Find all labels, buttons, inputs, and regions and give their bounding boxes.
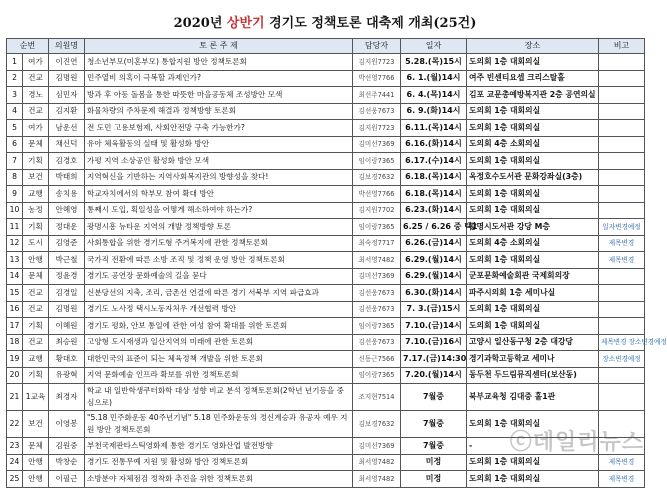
cell-topic: "5.18 민주화운동 40주년기념" 5.18 민주화운동의 정신계승과 유공자 예우 지원 방안 정책토론회 [85, 411, 353, 438]
cell-place: 도의회 1층 대회의실 [467, 411, 599, 438]
cell-member-name: 유광혁 [49, 367, 85, 384]
table-row [7, 471, 645, 488]
cell-member-name: 남운선 [49, 120, 85, 137]
cell-topic: 국가직 전환에 따른 소방 조직 및 정책 운영 방안 정책토론회 [85, 252, 353, 269]
cell-committee: 기획 [23, 367, 49, 384]
cell-member-name: 박근철 [49, 252, 85, 269]
cell-member-name: 박태희 [49, 169, 85, 186]
cell-topic: 경기도 전통무예 지원 및 활성화 방안 정책토론회 [85, 454, 353, 471]
cell-date: 6.18.(목)14시 [401, 169, 467, 186]
cell-place: 도의회 1층 대회의실 [467, 153, 599, 170]
cell-date: 6.29.(월)14시 [401, 268, 467, 285]
cell-note [599, 202, 645, 219]
cell-committee: 문체 [23, 268, 49, 285]
cell-member-name: 최경자 [49, 384, 85, 411]
cell-member-name: 채신덕 [49, 136, 85, 153]
cell-topic: 청소년부모(미혼부모) 통합지원 방안 정책토론회 [85, 54, 353, 71]
cell-contact: 신동근7566 [353, 351, 401, 368]
cell-contact: 최선주7441 [353, 87, 401, 104]
title-suffix: 경기도 정책토론 대축제 개최(25건) [264, 16, 477, 31]
cell-topic: 통째시 도입, 획일성을 어떻게 해소하여야 하는가? [85, 202, 353, 219]
table-row [7, 235, 645, 252]
cell-committee: 경노 [23, 87, 49, 104]
cell-topic: 대한민국의 표준이 되는 체육정책 개발을 위한 토론회 [85, 351, 353, 368]
cell-committee: 건교 [23, 103, 49, 120]
cell-date: 6.16.(화)14시 [401, 136, 467, 153]
table-row [7, 438, 645, 455]
cell-place: 여주 빈센티요셉 크리스탈홀 [467, 70, 599, 87]
cell-note [599, 169, 645, 186]
cell-committee: 교행 [23, 186, 49, 203]
cell-member-name: 정윤경 [49, 268, 85, 285]
cell-row-number: 18 [7, 334, 23, 351]
cell-member-name: 심민자 [49, 87, 85, 104]
table-row [7, 87, 645, 104]
cell-row-number: 8 [7, 169, 23, 186]
cell-row-number: 12 [7, 235, 23, 252]
cell-member-name: 박창순 [49, 454, 85, 471]
cell-place: - [467, 438, 599, 455]
cell-note: 장소변경예정 [599, 351, 645, 368]
cell-topic: 부천국제판타스틱영화제 통한 경기도 영화산업 발전방향 [85, 438, 353, 455]
cell-member-name: 이영봉 [49, 411, 85, 438]
cell-topic: 경기도 평화, 안보 통일에 관한 여성 참여 확대를 위한 토론회 [85, 318, 353, 335]
cell-row-number: 17 [7, 318, 23, 335]
cell-note: 제목변경 장소변경예정 [599, 334, 645, 351]
cell-contact: 김지원7723 [353, 54, 401, 71]
table-row [7, 186, 645, 203]
cell-contact: 최서영7482 [353, 252, 401, 269]
cell-committee: 여가 [23, 120, 49, 137]
cell-row-number: 22 [7, 411, 23, 438]
cell-contact: 김보경7632 [353, 411, 401, 438]
cell-note [599, 87, 645, 104]
cell-place: 도의회 1층 대회의실 [467, 318, 599, 335]
cell-place: 고양시 일산동구청 2층 대강당 [467, 334, 599, 351]
cell-committee: 문체 [23, 438, 49, 455]
cell-date: 6.11.(목)14시 [401, 120, 467, 137]
cell-date: 5.28.(목)15시 [401, 54, 467, 71]
table-row [7, 454, 645, 471]
cell-topic: 경기도 공연장 문화예술의 길을 묻다 [85, 268, 353, 285]
table-row [7, 54, 645, 71]
cell-place: 군포문화예술회관 국제회의장 [467, 268, 599, 285]
cell-row-number: 1 [7, 54, 23, 71]
cell-topic: 유아 체육활동의 실태 및 활성화 방안 [85, 136, 353, 153]
cell-contact: 김선웅7673 [353, 103, 401, 120]
cell-place: 도의회 1층 대회의실 [467, 202, 599, 219]
watermark: ⓒ데일리뉴스 [509, 430, 644, 455]
cell-contact: 최숙정7717 [353, 235, 401, 252]
cell-contact: 김지원7723 [353, 120, 401, 137]
cell-note [599, 301, 645, 318]
cell-committee: 기획 [23, 153, 49, 170]
cell-member-name: 이필근 [49, 471, 85, 488]
cell-row-number: 10 [7, 202, 23, 219]
table-row [7, 318, 645, 335]
cell-topic: 신분당선의 지축, 조리, 금촌선 연결에 따른 경기 서북부 지역 파급효과 [85, 285, 353, 302]
cell-topic: 학교 내 일반학생쿠터화학 대상 성향 비교 분석 정책토론회(2학년 년기등을 중심으로) [85, 384, 353, 411]
table-row [7, 334, 645, 351]
cell-place: 도의회 1층 대회의실 [467, 54, 599, 71]
table-row [7, 153, 645, 170]
cell-note: 제목변경 [599, 235, 645, 252]
cell-date: 6.23.(화)14시 [401, 202, 467, 219]
header-topic: 토 론 주 제 [85, 39, 353, 54]
table-row [7, 136, 645, 153]
cell-note: 제목변경 [599, 454, 645, 471]
cell-note [599, 70, 645, 87]
cell-contact: 김미선7369 [353, 438, 401, 455]
cell-date: 6.30.(화)14시 [401, 285, 467, 302]
cell-row-number: 11 [7, 219, 23, 236]
cell-date: 6. 9.(화)14시 [401, 103, 467, 120]
cell-contact: 임이랑7365 [353, 219, 401, 236]
cell-note [599, 120, 645, 137]
table-row [7, 169, 645, 186]
table-row [7, 351, 645, 368]
cell-date: 7월중 [401, 411, 467, 438]
header-name: 의원명 [49, 39, 85, 54]
cell-member-name: 김지환 [49, 103, 85, 120]
cell-date: 6. 1.(월)14시 [401, 70, 467, 87]
cell-member-name: 김명원 [49, 301, 85, 318]
cell-note [599, 54, 645, 71]
cell-committee: 안행 [23, 252, 49, 269]
cell-contact: 박선영7766 [353, 70, 401, 87]
cell-place: 도의회 1층 대회의실 [467, 103, 599, 120]
cell-place: 도의회 1층 대회의실 [467, 186, 599, 203]
cell-topic: 지역 문화예술 인프라 확보를 위한 정책토론회 [85, 367, 353, 384]
cell-note [599, 384, 645, 411]
cell-row-number: 5 [7, 120, 23, 137]
cell-row-number: 3 [7, 87, 23, 104]
title-highlight: 상반기 [226, 16, 265, 31]
cell-row-number: 7 [7, 153, 23, 170]
cell-note: 제목변경 [599, 471, 645, 488]
cell-note [599, 103, 645, 120]
cell-date: 7.17.(금)14:30 [401, 351, 467, 368]
cell-row-number: 6 [7, 136, 23, 153]
cell-member-name: 김경호 [49, 153, 85, 170]
cell-place: 옥정호수도서관 문화강좌실(3층) [467, 169, 599, 186]
cell-contact: 김선웅7673 [353, 301, 401, 318]
cell-row-number: 21 [7, 384, 23, 411]
cell-place: 광명시도서관 강당 M층 [467, 219, 599, 236]
cell-contact: 조지현7514 [353, 384, 401, 411]
cell-member-name: 정대운 [49, 219, 85, 236]
table-row [7, 384, 645, 411]
cell-topic: 학교자치에서의 학부모 참여 확대 방안 [85, 186, 353, 203]
table-row [7, 367, 645, 384]
cell-place: 파주시의회 1층 세미나실 [467, 285, 599, 302]
cell-place: 도의회 1층 대회의실 [467, 471, 599, 488]
cell-committee: 농정 [23, 202, 49, 219]
cell-row-number: 19 [7, 351, 23, 368]
table-row [7, 219, 645, 236]
table-row [7, 411, 645, 438]
cell-date: 6.18.(목)14시 [401, 186, 467, 203]
cell-note [599, 186, 645, 203]
cell-member-name: 이혜원 [49, 318, 85, 335]
cell-note [599, 268, 645, 285]
title-prefix: 2020년 [173, 16, 227, 31]
cell-committee: 보건 [23, 169, 49, 186]
cell-place: 도의회 1층 대회의실 [467, 454, 599, 471]
cell-contact: 최서영7482 [353, 454, 401, 471]
cell-member-name: 김영준 [49, 235, 85, 252]
cell-date: 7.10.(금)14시 [401, 318, 467, 335]
cell-date: 7.20.(월)14시 [401, 367, 467, 384]
cell-contact: 김미선7369 [353, 136, 401, 153]
cell-topic: 민주열비 의혹이 극복할 과제인가? [85, 70, 353, 87]
cell-topic: 전 도민 고용보험제, 사회안전망 구축 가능한가? [85, 120, 353, 137]
page-title [0, 12, 650, 31]
cell-committee: 1교육 [23, 384, 49, 411]
cell-topic: 화물차량의 주차문제 해결과 정책방향 토론회 [85, 103, 353, 120]
cell-committee: 교행 [23, 351, 49, 368]
cell-topic: 지역혁신을 기반하는 지역사회복지관의 방향성을 찾다! [85, 169, 353, 186]
table-row [7, 268, 645, 285]
table-row [7, 202, 645, 219]
cell-row-number: 20 [7, 367, 23, 384]
cell-member-name: 김원중 [49, 438, 85, 455]
cell-row-number: 23 [7, 438, 23, 455]
cell-topic: 사회통합을 위한 경기도형 주거복지에 관한 정책토론회 [85, 235, 353, 252]
cell-row-number: 4 [7, 103, 23, 120]
cell-row-number: 16 [7, 301, 23, 318]
cell-place: 도의회 4층 소회의실 [467, 235, 599, 252]
cell-row-number: 14 [7, 268, 23, 285]
cell-contact: 김선웅7673 [353, 285, 401, 302]
cell-committee: 안행 [23, 454, 49, 471]
cell-note: 제목변경 [599, 252, 645, 269]
cell-place: 김포 교문총예방복지관 2층 공연의실 [467, 87, 599, 104]
cell-committee: 기획 [23, 318, 49, 335]
cell-note: 일자변경예정 [599, 219, 645, 236]
cell-row-number: 9 [7, 186, 23, 203]
cell-note [599, 367, 645, 384]
cell-committee: 건교 [23, 70, 49, 87]
cell-date: 미정 [401, 471, 467, 488]
cell-note [599, 411, 645, 438]
table-row [7, 103, 645, 120]
cell-topic: 광명시흥 뉴타운 지역의 개발 정책방향 토론 [85, 219, 353, 236]
cell-committee: 도시 [23, 235, 49, 252]
cell-contact: 임이랑7365 [353, 318, 401, 335]
cell-place: 도의회 1층 대회의실 [467, 301, 599, 318]
cell-member-name: 최승원 [49, 334, 85, 351]
header-note: 비고 [599, 39, 645, 54]
cell-member-name: 김경일 [49, 285, 85, 302]
cell-committee: 기획 [23, 219, 49, 236]
cell-committee: 건교 [23, 301, 49, 318]
cell-date: 7. 3.(금)15시 [401, 301, 467, 318]
cell-place: 도의회 1층 대회의실 [467, 120, 599, 137]
debate-schedule-table [6, 38, 667, 488]
table-header-row [7, 39, 645, 54]
cell-row-number: 25 [7, 471, 23, 488]
cell-contact: 최서영7482 [353, 471, 401, 488]
cell-committee: 건교 [23, 334, 49, 351]
cell-place: 경기과학고등학교 세미나 [467, 351, 599, 368]
cell-contact: 임이랑7365 [353, 153, 401, 170]
cell-member-name: 김명원 [49, 70, 85, 87]
cell-date: 미정 [401, 454, 467, 471]
cell-note [599, 438, 645, 455]
cell-place: 도의회 1층 대회의실 [467, 252, 599, 269]
cell-committee: 여가 [23, 54, 49, 71]
cell-topic: 경기도 노사정 택시노동자처우 개선협력 방안 [85, 301, 353, 318]
cell-place: 도의회 4층 소회의실 [467, 136, 599, 153]
table-row [7, 120, 645, 137]
cell-row-number: 24 [7, 454, 23, 471]
cell-member-name: 황대호 [49, 351, 85, 368]
cell-note [599, 136, 645, 153]
cell-date: 7.10.(금)16시 [401, 334, 467, 351]
cell-place: 북부교육청 김대중 홀1관 [467, 384, 599, 411]
cell-row-number: 15 [7, 285, 23, 302]
cell-contact: 김보경7632 [353, 169, 401, 186]
cell-date: 6.29.(월)14시 [401, 252, 467, 269]
table-row [7, 285, 645, 302]
cell-topic: 가평 지역 소상공인 활성화 방안 모색 [85, 153, 353, 170]
cell-note [599, 285, 645, 302]
cell-contact: 박선영7766 [353, 186, 401, 203]
cell-contact: 김지원7702 [353, 202, 401, 219]
header-date: 일자 [401, 39, 467, 54]
cell-date: 6. 4.(목)14시 [401, 87, 467, 104]
cell-member-name: 송치용 [49, 186, 85, 203]
table-row [7, 252, 645, 269]
cell-topic: 소방분야 자체점검 정착화 추진을 위한 정책토론회 [85, 471, 353, 488]
cell-note [599, 318, 645, 335]
cell-date: 7월중 [401, 384, 467, 411]
cell-date: 6.26.(금)14시 [401, 235, 467, 252]
header-place: 장소 [467, 39, 599, 54]
cell-note [599, 153, 645, 170]
cell-place: 동두천 두드림뮤직센터(보산동) [467, 367, 599, 384]
header-no: 순번 [7, 39, 49, 54]
table-row [7, 70, 645, 87]
cell-committee: 문체 [23, 136, 49, 153]
cell-date: 7월중 [401, 438, 467, 455]
cell-contact: 김선웅7673 [353, 334, 401, 351]
cell-member-name: 안혜영 [49, 202, 85, 219]
header-contact: 담당자 [353, 39, 401, 54]
cell-contact: 임이랑7365 [353, 367, 401, 384]
cell-committee: 안행 [23, 471, 49, 488]
cell-date: 6.17.(수)14시 [401, 153, 467, 170]
cell-contact: 김미선7369 [353, 268, 401, 285]
cell-topic: 고양형 도시재생과 일산지역의 미래에 관한 토론회 [85, 334, 353, 351]
cell-member-name: 이진연 [49, 54, 85, 71]
cell-committee: 보건 [23, 411, 49, 438]
cell-date: 6.25 / 6.26 중 택1 [401, 219, 467, 236]
cell-topic: 방과 후 아동 돌봄을 통한 따뜻한 마을공동체 조성방안 모색 [85, 87, 353, 104]
table-row [7, 301, 645, 318]
cell-row-number: 13 [7, 252, 23, 269]
cell-committee: 건교 [23, 285, 49, 302]
cell-row-number: 2 [7, 70, 23, 87]
